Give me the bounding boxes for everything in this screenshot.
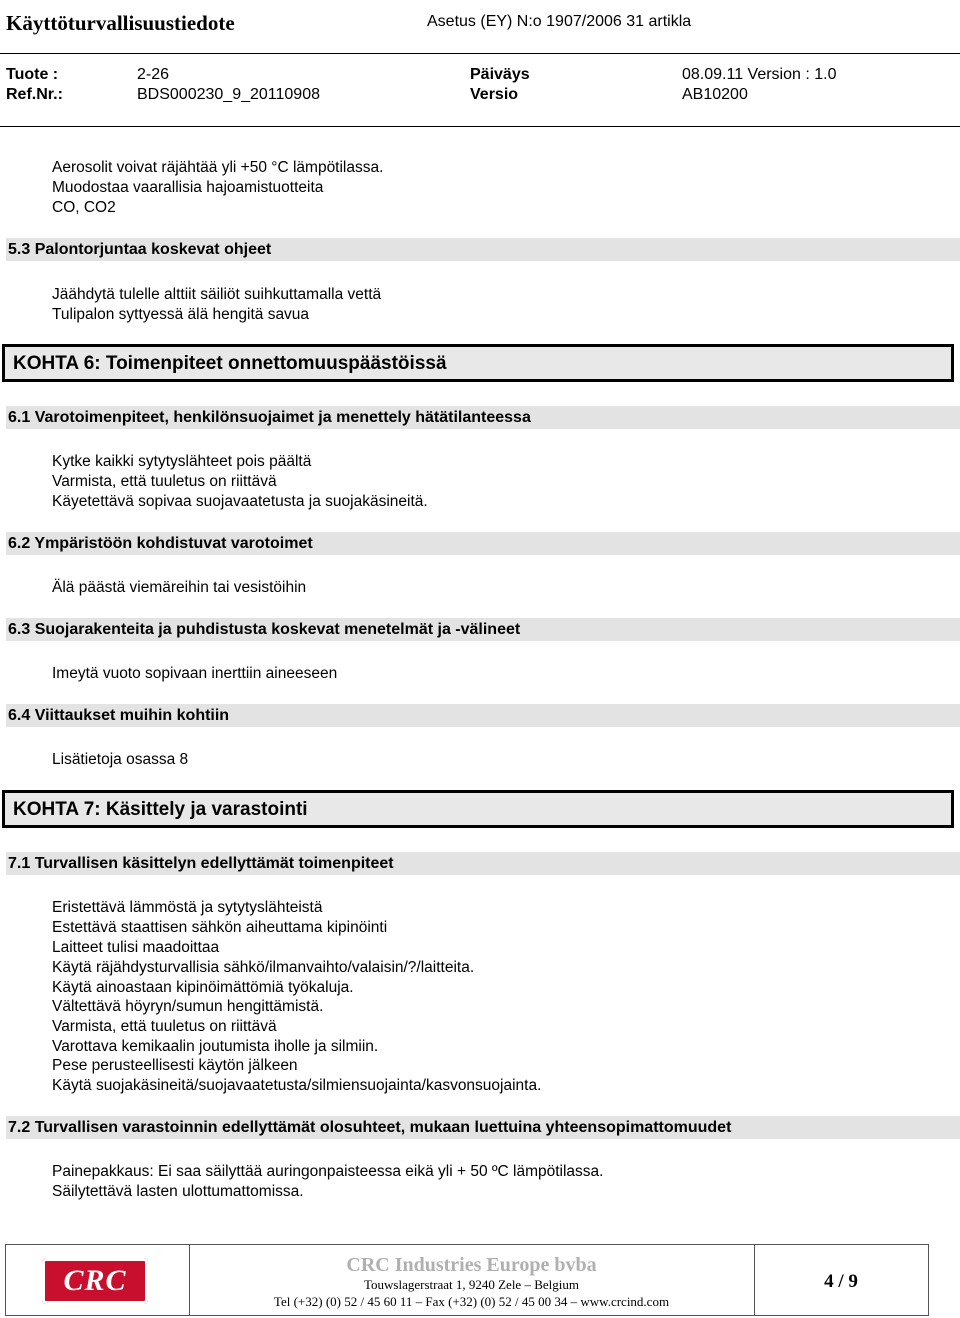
kohta-7-header [2,790,954,828]
crc-logo [42,1258,148,1304]
section-line: Vältettävä höyryn/sumun hengittämistä. [52,998,324,1015]
section-5-3-heading: 5.3 Palontorjuntaa koskevat ohjeet [8,241,272,258]
section-line: Estettävä staattisen sähkön aiheuttama kipinöinti [52,919,388,936]
document-title: Käyttöturvallisuustiedote [6,11,235,35]
page-footer [5,1244,929,1316]
section-7-2-heading: 7.2 Turvallisen varastoinnin edellyttämät olosuhteet, mukaan luettuina yhteensopimattomuudet [8,1119,732,1136]
company-name: CRC Industries Europe bvba [346,1254,597,1276]
intro-line: Aerosolit voivat räjähtää yli +50 °C lämpötilassa. [52,159,384,176]
section-6-1-heading: 6.1 Varotoimenpiteet, henkilönsuojaimet ja menettely hätätilanteessa [8,409,531,426]
section-line: Käytä suojakäsineitä/suojavaatetusta/silmiensuojainta/kasvonsuojainta. [52,1077,542,1094]
version-label: Versio [470,86,519,103]
intro-line: CO, CO2 [52,199,116,216]
section-line: Pese perusteellisesti käytön jälkeen [52,1057,298,1074]
section-line: Käyetettävä sopivaa suojavaatetusta ja suojakäsineitä. [52,493,428,510]
version-value: AB10200 [682,86,748,103]
section-7-1-heading: 7.1 Turvallisen käsittelyn edellyttämät toimenpiteet [8,855,394,872]
section-line: Tulipalon syttyessä älä hengitä savua [52,306,310,323]
regulation-reference: Asetus (EY) N:o 1907/2006 31 artikla [427,13,692,30]
section-line: Varmista, että tuuletus on riittävä [52,473,277,490]
crc-logo-text: CRC [63,1264,127,1297]
section-6-3-heading: 6.3 Suojarakenteita ja puhdistusta koskevat menetelmät ja -välineet [8,621,521,638]
section-line: Eristettävä lämmöstä ja sytytyslähteistä [52,899,323,916]
kohta-7-title: KOHTA 7: Käsittely ja varastointi [13,799,308,820]
section-6-2-heading: 6.2 Ympäristöön kohdistuvat varotoimet [8,535,313,552]
kohta-6-header [2,344,954,382]
section-line: Käytä räjähdysturvallisia sähkö/ilmanvaihto/valaisin/?/laitteita. [52,959,475,976]
header-top-rule [0,53,960,54]
intro-line: Muodostaa vaarallisia hajoamistuotteita [52,179,324,196]
section-line: Älä päästä viemäreihin tai vesistöihin [52,579,307,596]
section-line: Laitteet tulisi maadoittaa [52,939,220,956]
company-contact: Tel (+32) (0) 52 / 45 60 11 – Fax (+32) (0) 52 / 45 00 34 – www.crcind.com [273,1294,670,1309]
section-6-4-heading: 6.4 Viittaukset muihin kohtiin [8,707,230,724]
kohta-6-title: KOHTA 6: Toimenpiteet onnettomuuspäästöissä [13,353,447,374]
ref-value: BDS000230_9_20110908 [137,86,320,103]
footer-logo-cell [6,1245,190,1315]
date-label: Päiväys [470,66,530,83]
section-line: Varottava kemikaalin joutumista iholle ja silmiin. [52,1038,379,1055]
page-number: 4 / 9 [824,1271,858,1292]
footer-company-cell [189,1245,755,1315]
section-line: Painepakkaus: Ei saa säilyttää auringonpaisteessa eikä yli + 50 ºC lämpötilassa. [52,1163,604,1180]
product-value: 2-26 [137,66,170,83]
ref-label: Ref.Nr.: [6,86,63,103]
product-label: Tuote : [6,66,59,83]
section-line: Jäähdytä tulelle alttiit säiliöt suihkuttamalla vettä [52,286,382,303]
section-line: Varmista, että tuuletus on riittävä [52,1018,277,1035]
section-line: Kytke kaikki sytytyslähteet pois päältä [52,453,312,470]
section-line: Imeytä vuoto sopivaan inerttiin aineeseen [52,665,338,682]
section-line: Säilytettävä lasten ulottumattomissa. [52,1183,304,1200]
company-address: Touwslagerstraat 1, 9240 Zele – Belgium [364,1277,579,1292]
header-bottom-rule [0,126,960,127]
date-value: 08.09.11 Version : 1.0 [682,66,837,83]
section-line: Käytä ainoastaan kipinöimättömiä työkaluja. [52,979,354,996]
section-line: Lisätietoja osassa 8 [52,751,189,768]
footer-page-cell [754,1245,928,1315]
